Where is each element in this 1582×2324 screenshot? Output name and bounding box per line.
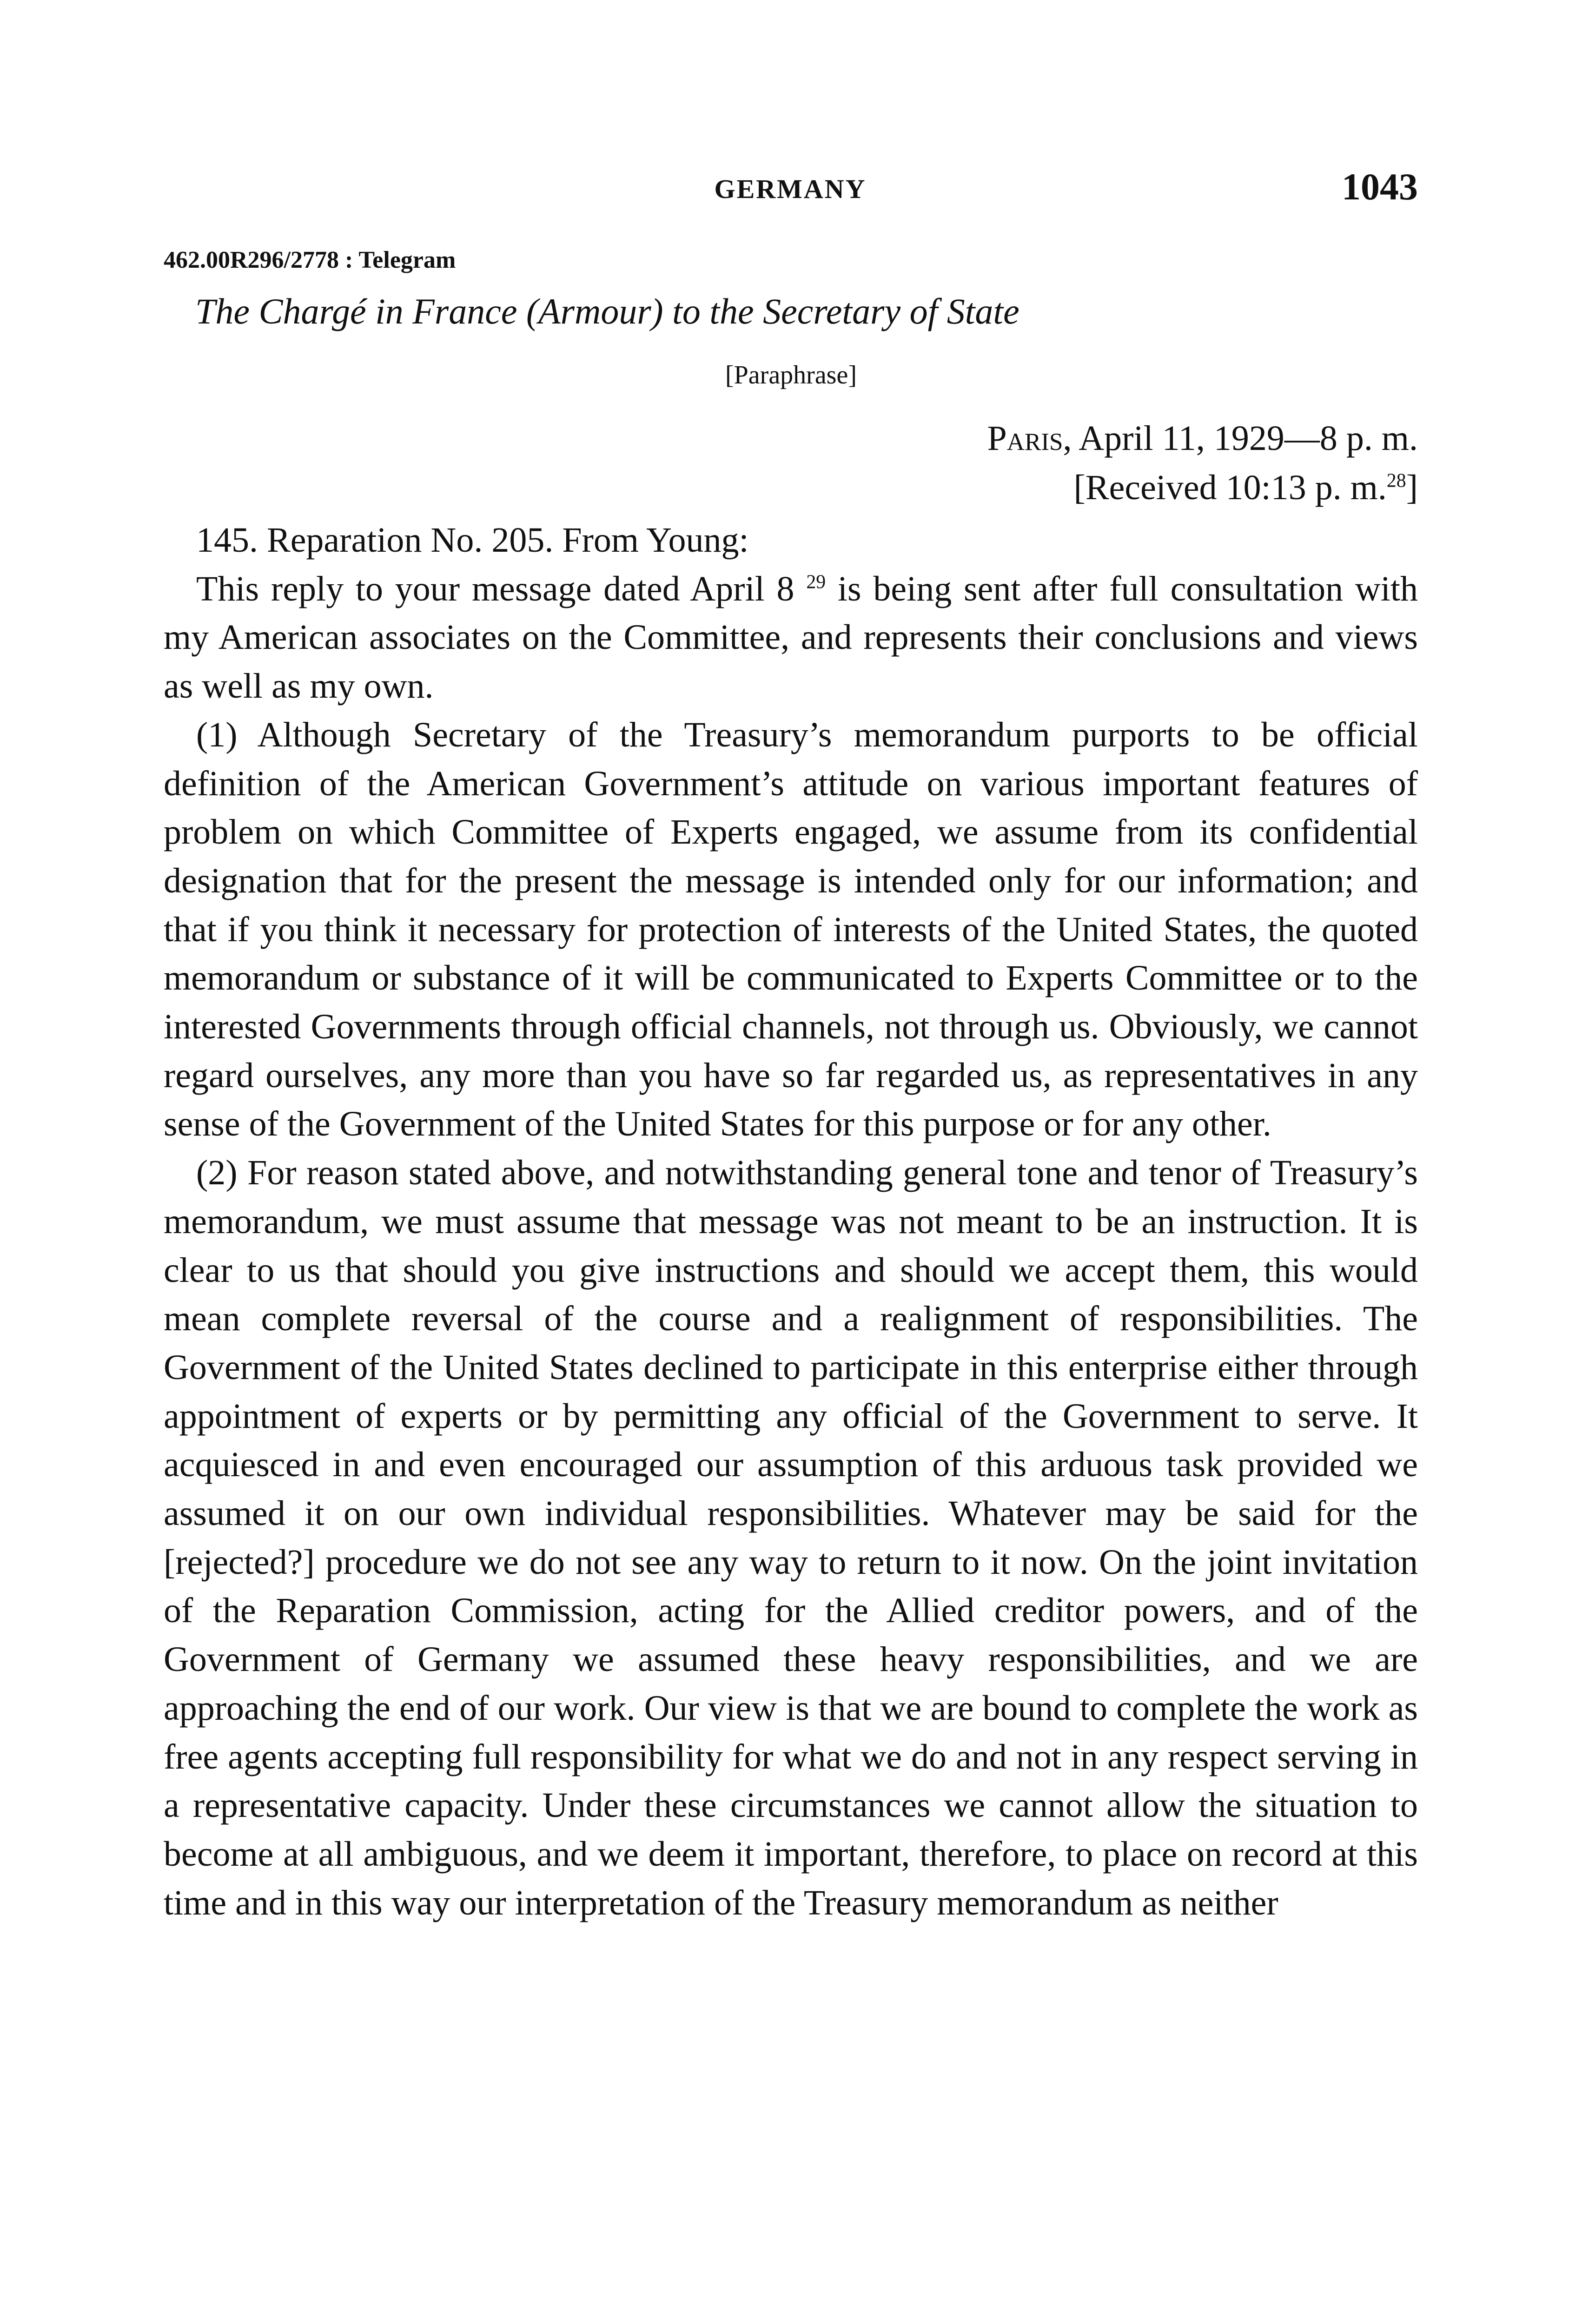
running-header [163, 165, 1418, 211]
received-footnote-ref: 28 [1386, 470, 1406, 492]
file-number: 462.00R296/2778 : Telegram [164, 247, 456, 273]
paragraph-3: (2) For reason stated above, and notwithstanding general tone and tenor of Treasury’s memorandum, we must assume that message was not meant to be an instruction. It is clear to us that should you give instructions and should we accept them, this would mean complete reversal of the course and a realignment of responsibilities. The Government of the United States declined to participate in this enterprise either through appointment of experts or by permitting any official of the Government to serve. It acquiesced in and even encouraged our assumption of this arduous task provided we assumed it on our own individual responsibilities. Whatever may be said for the [rejected?] procedure we do not see any way to return to it now. On the joint invitation of the Reparation Commission, acting for the Allied creditor powers, and of the Government of Germany we assumed these heavy responsibilities, and we are approaching the end of our work. Our view is that we are bound to complete the work as free agents accepting full responsibility for what we do and not in any respect serving in a representative capacity. Under these circumstances we cannot allow the situation to become at all ambiguous, and we deem it important, therefore, to place on record at this time and in this way our interpretation of the Treasury memorandum as neither [164, 1153, 1418, 1922]
paraphrase-note: [Paraphrase] [725, 361, 857, 390]
body-text [164, 516, 1418, 1927]
received-text: [Received 10:13 p. m. [1073, 468, 1387, 507]
dateline-received [814, 463, 1418, 512]
dateline [814, 414, 1418, 512]
dateline-sent [814, 414, 1418, 463]
dateline-date: April 11, 1929—8 p. m. [1072, 419, 1418, 458]
page-number: 1043 [1342, 165, 1418, 208]
paragraph-1-end: is being sent after full consultation with my American associates on the Committee, and represents their conclusions and views as well as my own. [164, 569, 1418, 706]
received-close: ] [1406, 468, 1418, 507]
paragraph-2: (1) Although Secretary of the Treasury’s memorandum purports to be official definition of the American Government’s attitude on various important features of problem on which Committee of Experts engaged, we assume from its confidential designation that for the present the message is intended only for our information; and that if you think it necessary for protection of interests of the United States, the quoted memorandum or substance of it will be communicated to Experts Committee or to the interested Governments through official channels, not through us. Obviously, we cannot regard ourselves, any more than you have so far regarded us, as representatives in any sense of the Government of the United States for this purpose or for any other. [164, 715, 1418, 1144]
paragraph-1 [164, 565, 1418, 711]
dateline-place: Paris, [987, 419, 1072, 458]
opening-line: 145. Reparation No. 205. From Young: [196, 521, 749, 560]
running-title: GERMANY [714, 174, 867, 204]
document-heading: The Chargé in France (Armour) to the Secretary of State [195, 291, 1019, 331]
paragraph-1-footnote-ref: 29 [806, 571, 826, 593]
paragraph-1-start: This reply to your message dated April 8 [196, 569, 807, 608]
